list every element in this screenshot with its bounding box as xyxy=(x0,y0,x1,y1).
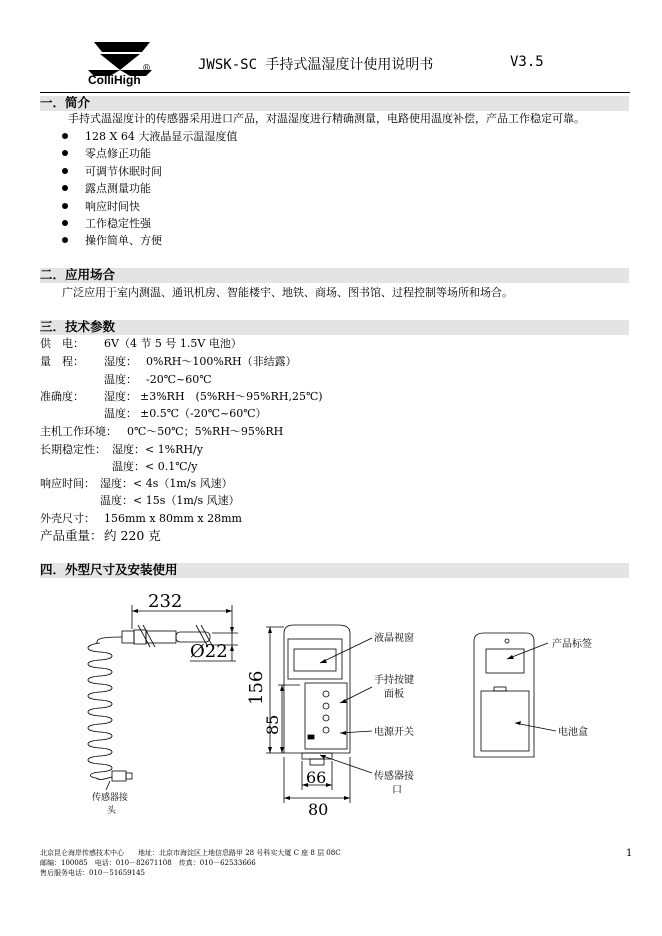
spec-accuracy-humidity-label: 湿度： xyxy=(104,390,137,403)
spec-range-humidity-label: 湿度： xyxy=(104,355,137,368)
document-title: JWSK-SC 手持式温湿度计使用说明书 xyxy=(198,57,434,73)
application-paragraph: 广泛应用于室内测温、通讯机房、智能楼宇、地铁、商场、图书馆、过程控制等场所和场合。 xyxy=(62,286,513,299)
bullet-icon xyxy=(62,203,68,209)
bullet-icon xyxy=(62,237,68,243)
section-heading-install: 四．外型尺寸及安装使用 xyxy=(40,563,629,578)
spec-response-temp: 温度：< 15s（1m/s 风速） xyxy=(100,494,240,507)
bullet-icon xyxy=(62,133,68,139)
spec-response-humidity: 湿度：< 4s（1m/s 风速） xyxy=(100,477,233,490)
footer-contact: 邮编：100085 电话：010－82671108 传真：010－62533666 xyxy=(40,859,256,867)
spec-supply-label: 供 电： xyxy=(40,337,84,350)
bullet-icon xyxy=(62,185,68,191)
registered-mark: ® xyxy=(142,64,151,74)
label-power-switch: 电源开关 xyxy=(374,727,414,738)
spec-weight-value: 约 220 克 xyxy=(104,528,161,543)
bullet-icon xyxy=(62,150,68,156)
label-connector-2: 口 xyxy=(392,785,402,796)
spec-size-value: 156mm x 80mm x 28mm xyxy=(104,512,242,525)
dimension-drawing xyxy=(0,585,662,835)
label-lcd: 液晶视窗 xyxy=(374,633,414,644)
spec-accuracy-temp-value: ±0.5℃（-20℃~60℃） xyxy=(140,407,267,420)
dim-lower-height: 85 xyxy=(263,714,282,735)
list-item: 响应时间快 xyxy=(62,198,237,215)
bullet-icon xyxy=(62,168,68,174)
footer-address: 北京昆仑海岸传感技术中心 地址：北京市海淀区上地信息路甲 28 号科实大厦 C 座 8 层 08C xyxy=(40,849,341,857)
logo-text: ColliHigh xyxy=(88,73,141,87)
section-heading-specs: 三．技术参数 xyxy=(40,320,629,335)
label-connector-1: 传感器接 xyxy=(374,771,414,782)
spec-range-label: 量 程： xyxy=(40,355,84,368)
document-version: V3.5 xyxy=(510,54,544,70)
section-heading-intro: 一．简介 xyxy=(40,96,629,111)
label-battery: 电池盒 xyxy=(558,727,588,738)
label-keypad-2: 面板 xyxy=(384,689,404,700)
spec-stability-humidity: 湿度：< 1%RH/y xyxy=(112,443,203,456)
handheld-front-drawing xyxy=(284,625,350,765)
footer-service: 售后服务电话：010－51659145 xyxy=(40,869,145,877)
dim-probe-length: 232 xyxy=(148,591,183,612)
label-sensor-plug-2: 头 xyxy=(107,806,117,816)
spec-accuracy-temp-label: 温度： xyxy=(104,407,137,420)
list-item: 露点测量功能 xyxy=(62,180,237,197)
label-sensor-plug-1: 传感器接 xyxy=(92,793,129,803)
dim-height: 156 xyxy=(246,670,267,705)
label-product-tag: 产品标签 xyxy=(552,639,592,650)
spec-weight-label: 产品重量： xyxy=(40,528,103,543)
list-item: 工作稳定性强 xyxy=(62,215,237,232)
list-item: 操作简单、方便 xyxy=(62,232,237,249)
intro-paragraph: 手持式温湿度计的传感器采用进口产品，对温湿度进行精确测量，电路使用温度补偿，产品工作稳定可靠。 xyxy=(68,112,585,125)
spec-env-value: 0℃～50℃；5%RH～95%RH xyxy=(127,425,284,438)
label-keypad-1: 手持按键 xyxy=(374,675,414,686)
header-rule xyxy=(40,92,630,93)
feature-list xyxy=(62,128,237,250)
dim-inner-width: 66 xyxy=(306,768,327,787)
list-item: 可调节休眠时间 xyxy=(62,163,237,180)
page-number: 1 xyxy=(626,848,633,859)
section-heading-application: 二．应用场合 xyxy=(40,268,629,283)
spec-range-temp-value: -20℃~60℃ xyxy=(146,373,212,386)
spec-response-label: 响应时间： xyxy=(40,477,95,490)
spec-supply-value: 6V（4 节 5 号 1.5V 电池） xyxy=(104,337,242,350)
spec-accuracy-humidity-value: ±3%RH (5%RH～95%RH,25℃) xyxy=(140,390,323,403)
spec-stability-temp: 温度：< 0.1℃/y xyxy=(112,460,198,473)
list-item: 128 X 64 大液晶显示温湿度值 xyxy=(62,128,237,145)
spec-range-temp-label: 温度： xyxy=(104,373,137,386)
list-item: 零点修正功能 xyxy=(62,145,237,162)
spec-size-label: 外壳尺寸： xyxy=(40,512,95,525)
spec-env-label: 主机工作环境： xyxy=(40,425,117,438)
spec-stability-label: 长期稳定性： xyxy=(40,443,106,456)
dim-probe-diameter: Ø22 xyxy=(190,641,228,662)
dim-width: 80 xyxy=(308,800,329,819)
spec-accuracy-label: 准确度： xyxy=(40,390,84,403)
spec-range-humidity-value: 0%RH～100%RH（非结露） xyxy=(146,355,297,368)
bullet-icon xyxy=(62,220,68,226)
